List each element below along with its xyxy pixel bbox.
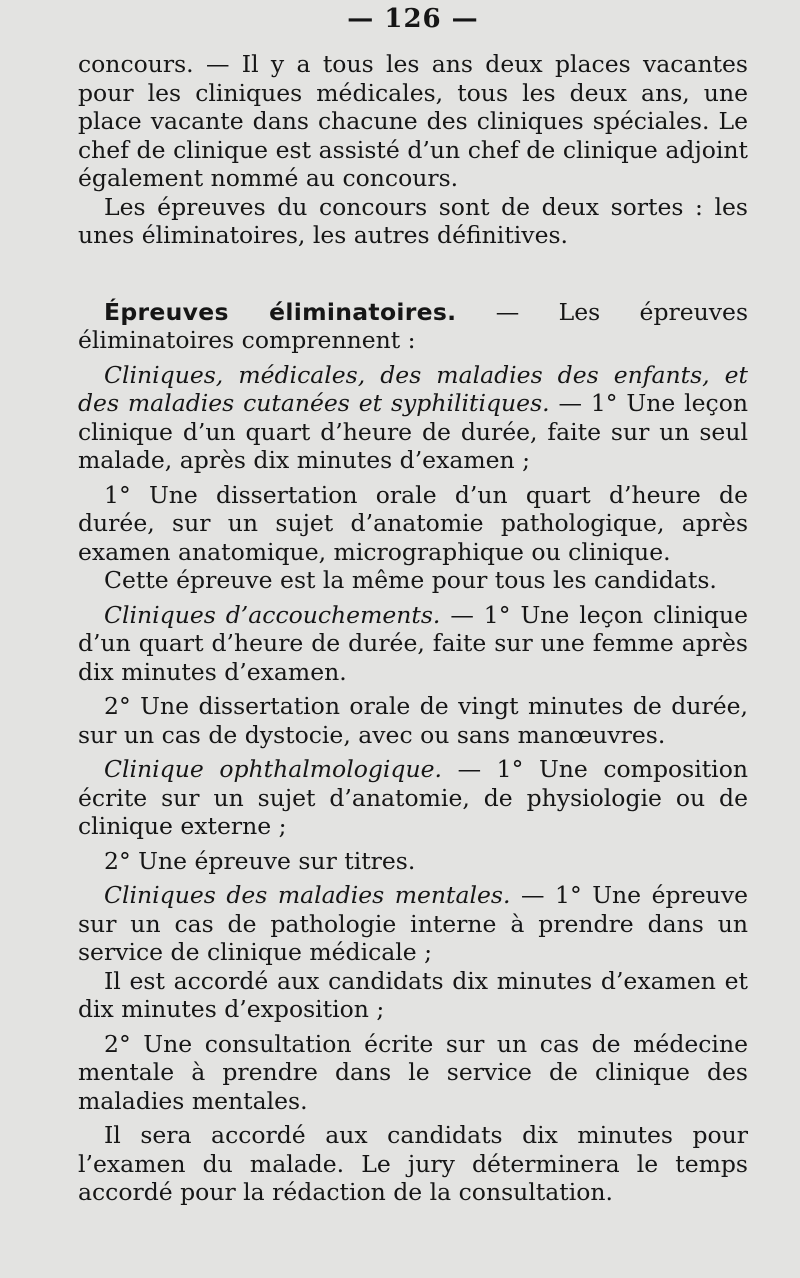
cliniques-medicales-text: — 1° Une leçon clinique d’un quart d’heure de durée, faite sur un seul malade, après dix minutes d’examen ; bbox=[78, 389, 748, 474]
eliminatoires-text: — Les épreuves éliminatoires comprennent : bbox=[78, 297, 749, 354]
paragraph-consultation-ecrite: 2° Une consultation écrite sur un cas de médecine mentale à prendre dans le service de clinique des maladies mentales. bbox=[78, 1029, 748, 1115]
paragraph-jury: Il sera accordé aux candidats dix minutes pour l’examen du malade. Le jury déterminera le temps accordé pour la rédaction de la consultation. bbox=[78, 1121, 748, 1206]
subsection-title-cliniques-medicales: Cliniques, médicales, des maladies des enfants, et des maladies cutanées et syphilitiques. bbox=[78, 360, 748, 417]
ophthalmologique-text: — 1° Une composition écrite sur un sujet d’anatomie, de physiologie ou de clinique externe ; bbox=[78, 755, 748, 840]
paragraph-cliniques-medicales bbox=[78, 361, 748, 475]
subsection-title-maladies-mentales: Cliniques des maladies mentales. bbox=[104, 881, 511, 909]
paragraph-concours: concours. — Il y a tous les ans deux places vacantes pour les cliniques médicales, tous les deux ans, une place vacante dans chacune des cliniques spéciales. Le chef de clinique est assisté d’un chef de clinique adjoint également nommé au concours. bbox=[78, 50, 748, 192]
subsection-title-ophthalmologique: Clinique ophthalmologique. bbox=[104, 755, 442, 783]
section-heading-eliminatoires: Épreuves éliminatoires. bbox=[104, 297, 457, 326]
paragraph-titres: 2° Une épreuve sur titres. bbox=[104, 846, 416, 875]
paragraph-eliminatoires bbox=[78, 298, 748, 355]
paragraph-examen-exposition: Il est accordé aux candidats dix minutes d’examen et dix minutes d’exposition ; bbox=[78, 966, 748, 1023]
page-number: — 126 — bbox=[347, 4, 479, 34]
accouchements-text: — 1° Une leçon clinique d’un quart d’heure de durée, faite sur une femme après dix minutes d’examen. bbox=[78, 600, 748, 686]
maladies-mentales-text: — 1° Une épreuve sur un cas de pathologie interne à prendre dans un service de clinique médicale ; bbox=[78, 881, 749, 966]
paragraph-epreuves-sortes: Les épreuves du concours sont de deux sortes : les unes éliminatoires, les autres définitives. bbox=[78, 192, 748, 249]
paragraph-maladies-mentales bbox=[78, 881, 748, 967]
paragraph-accouchements bbox=[78, 601, 748, 687]
paragraph-dystocie: 2° Une dissertation orale de vingt minutes de durée, sur un cas de dystocie, avec ou sans manœuvres. bbox=[78, 692, 748, 749]
subsection-title-accouchements: Cliniques d’accouchements. bbox=[104, 600, 441, 629]
paragraph-dissertation-orale: 1° Une dissertation orale d’un quart d’heure de durée, sur un sujet d’anatomie pathologique, après examen anatomique, micrographique ou clinique. bbox=[78, 480, 748, 566]
paragraph-ophthalmologique bbox=[78, 755, 748, 841]
paragraph-meme-epreuve: Cette épreuve est la même pour tous les candidats. bbox=[104, 566, 717, 594]
